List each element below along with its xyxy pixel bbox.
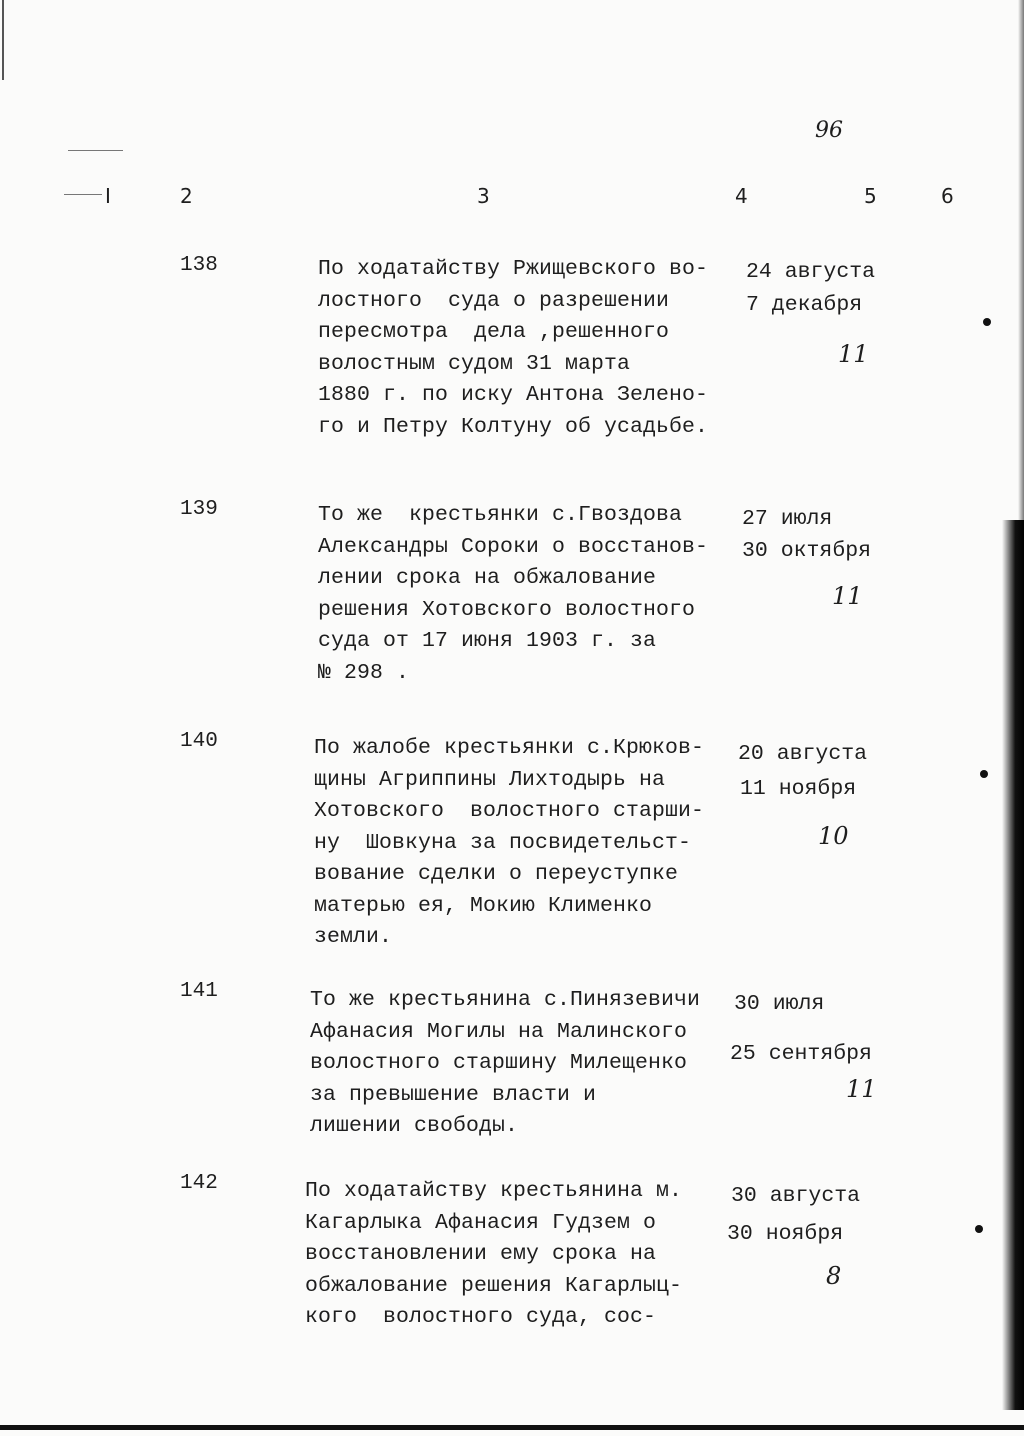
entry-date-start: 30 августа <box>731 1184 861 1208</box>
entry-date-start: 30 июля <box>734 992 825 1016</box>
entry-number: 141 <box>180 980 218 1003</box>
entry-sheets: 10 <box>818 822 849 850</box>
entry-date-end: 7 декабря <box>746 293 863 317</box>
entry-description: То же крестьянина с.Пинязевичи Афанасия Могилы на Малинского волостного старшину Милещенко за превышение власти и лишении свободы. <box>310 988 701 1138</box>
column-header-3: 3 <box>477 184 490 208</box>
entry-date-start: 24 августа <box>746 260 876 284</box>
entry-sheets: 8 <box>826 1262 842 1290</box>
entry-sheets: 11 <box>838 340 869 368</box>
entry-date-end: 25 сентября <box>730 1042 872 1066</box>
hole-mark <box>975 1225 983 1233</box>
entry-description: По жалобе крестьянки с.Крюков- щины Агриппины Лихтодырь на Хотовского волостного старши- ну Шовкуна за посвидетельст- вование сделки о переуступке матерью ея, Мокию Клименко земли. <box>314 736 705 949</box>
entry-number: 139 <box>180 498 218 521</box>
entry-date-end: 30 октября <box>742 539 872 563</box>
entry-description: То же крестьянки с.Гвоздова Александры Сороки о восстанов- лении срока на обжалование решения Хотовского волостного суда от 17 июня 1903 г. за № 298 . <box>318 503 709 685</box>
mark <box>64 194 102 195</box>
scan-edge-line <box>2 0 4 80</box>
entry-date-end: 11 ноября <box>740 777 857 801</box>
scan-bottom-edge <box>0 1425 1024 1430</box>
column-header-6: 6 <box>941 184 954 208</box>
hole-mark <box>983 318 991 326</box>
scan-shadow <box>1018 0 1024 520</box>
page-number: 96 <box>815 118 843 143</box>
entry-number: 142 <box>180 1172 218 1195</box>
entry-number: 138 <box>180 254 218 277</box>
hole-mark <box>980 770 988 778</box>
column-header-1: I <box>105 184 111 208</box>
column-header-5: 5 <box>864 184 877 208</box>
entry-sheets: 11 <box>832 582 863 610</box>
entry-description: По ходатайству крестьянина м. Кагарлыка Афанасия Гудзем о восстановлении ему срока на обжалование решения Кагарлыц- кого волостного суда, сос- <box>305 1179 683 1329</box>
scan-shadow-dark <box>1002 520 1024 1410</box>
entry-sheets: 11 <box>846 1075 877 1103</box>
mark <box>68 150 123 151</box>
column-header-2: 2 <box>180 184 193 208</box>
entry-description: По ходатайству Ржищевского во- лостного суда о разрешении пересмотра дела ,решенного волостным судом 31 марта 1880 г. по иску Антона Зелено- го и Петру Колтуну об усадьбе. <box>318 257 709 439</box>
entry-number: 140 <box>180 730 218 753</box>
column-header-4: 4 <box>735 184 748 208</box>
entry-date-start: 20 августа <box>738 742 868 766</box>
entry-date-end: 30 ноября <box>727 1222 844 1246</box>
entry-date-start: 27 июля <box>742 507 833 531</box>
